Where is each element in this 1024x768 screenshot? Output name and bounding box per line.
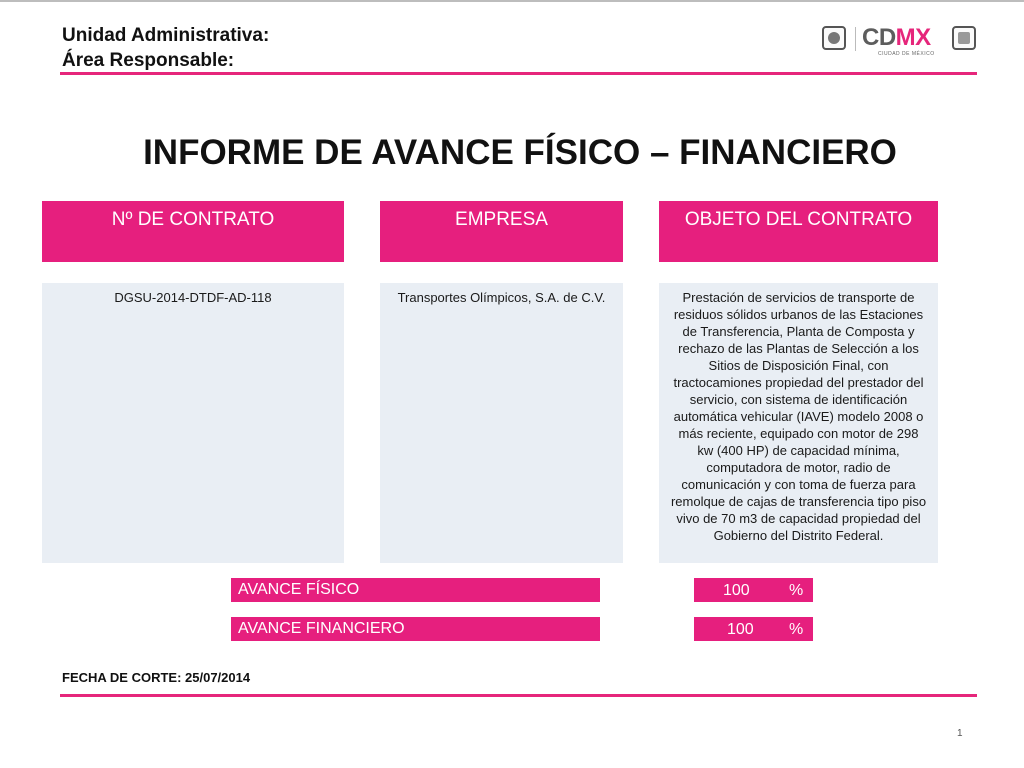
physical-progress-label: AVANCE FÍSICO [231,578,600,602]
financial-progress-value [694,617,813,641]
page-number: 1 [957,728,963,739]
header-divider [60,72,977,75]
page-title: INFORME DE AVANCE FÍSICO – FINANCIERO [143,133,897,172]
contract-object-value: Prestación de servicios de transporte de residuos sólidos urbanos de las Estaciones de Transferencia, Planta de Composta y rechazo de las Plantas de Selección a los Sitios de Disposición Final, con tractocamiones propiedad del prestador del servicio, con sistema de identificación automática vehicular (IAVE) modelo 2008 o más reciente, equipado con motor de 298 kw (400 HP) de capacidad mínima, computadora de motor, radio de comunicación y con toma de fuerza para remolque de cajas de transferencia tipo piso vivo de 70 m3 de capacidad propiedad del Gobierno del Distrito Federal. [659,283,938,563]
physical-progress-unit: % [789,582,804,599]
logo-group [822,26,982,56]
cutoff-date: FECHA DE CORTE: 25/07/2014 [62,670,251,685]
coat-of-arms-icon [822,26,846,50]
responsible-area-label: Área Responsable: [62,50,235,71]
company-header: EMPRESA [380,201,623,262]
contract-object-header: OBJETO DEL CONTRATO [659,201,938,262]
cdmx-logo: CDMX [862,24,931,51]
physical-progress-value [694,578,813,602]
footer-divider [60,694,977,697]
contract-number-value: DGSU-2014-DTDF-AD-118 [42,283,344,563]
logo-divider [855,27,856,51]
cdmx-logo-subtitle: CIUDAD DE MÉXICO [878,51,935,57]
company-value: Transportes Olímpicos, S.A. de C.V. [380,283,623,563]
financial-progress-unit: % [789,621,804,638]
financial-progress-label: AVANCE FINANCIERO [231,617,600,641]
contract-number-header: Nº DE CONTRATO [42,201,344,262]
financial-progress-number: 100 [727,621,754,638]
physical-progress-number: 100 [723,582,750,599]
top-border [0,0,1024,2]
agency-seal-icon [952,26,976,50]
administrative-unit-label: Unidad Administrativa: [62,25,270,46]
